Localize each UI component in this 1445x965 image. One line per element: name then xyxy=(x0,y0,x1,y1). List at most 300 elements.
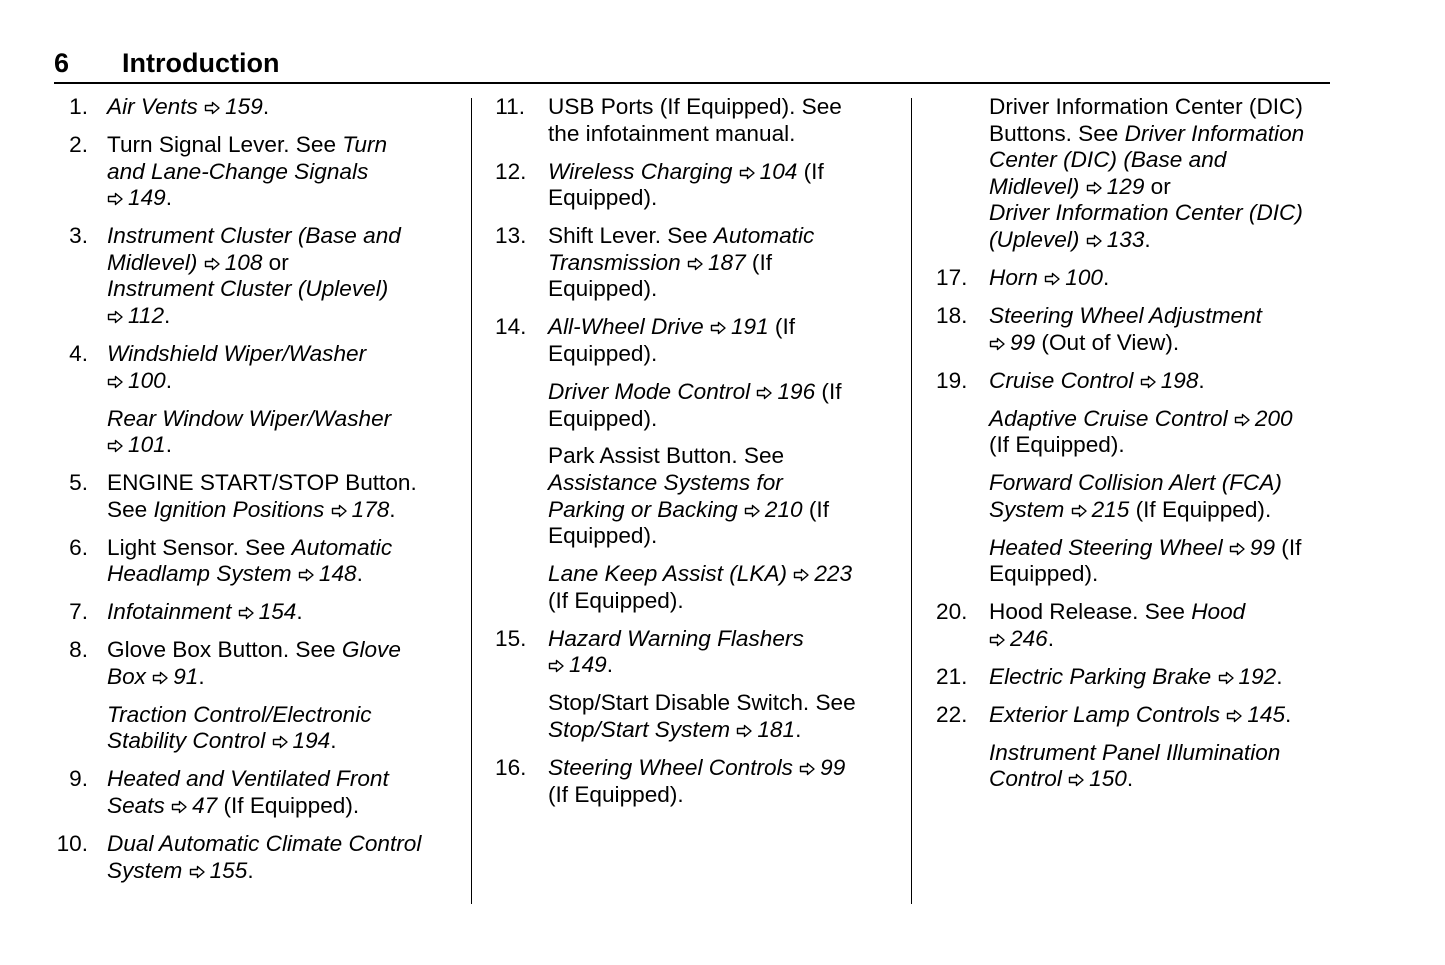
reference-text: 99 xyxy=(1010,329,1036,355)
item-text: . xyxy=(1126,766,1134,792)
reference-text: Windshield Wiper/Washer xyxy=(107,340,367,366)
item-line xyxy=(548,250,900,277)
list-item xyxy=(54,341,464,394)
item-line xyxy=(548,185,900,212)
item-text: See xyxy=(107,496,154,522)
item-text: ENGINE START/STOP Button. xyxy=(107,470,417,496)
list-item xyxy=(54,94,464,121)
item-line xyxy=(989,535,1336,562)
list-item xyxy=(495,94,900,147)
item-text: Equipped). xyxy=(548,276,658,302)
page-reference-arrow-icon xyxy=(171,800,188,814)
reference-text: Hood xyxy=(1191,599,1246,625)
reference-text: Steering Wheel Adjustment xyxy=(989,302,1262,328)
page-reference-arrow-icon xyxy=(1086,234,1103,248)
list-item xyxy=(936,664,1336,691)
page-reference-arrow-icon xyxy=(736,724,753,738)
item-line xyxy=(548,406,900,433)
item-line xyxy=(107,793,464,820)
reference-text: Stop/Start System xyxy=(548,717,737,742)
item-text: (If Equipped). xyxy=(989,432,1125,458)
item-number: 2. xyxy=(69,131,88,157)
reference-text: Instrument Cluster (Base and xyxy=(107,223,401,249)
reference-text: 181 xyxy=(757,717,796,742)
item-text: . xyxy=(247,857,254,883)
item-line xyxy=(548,497,900,524)
reference-text: 154 xyxy=(258,599,297,625)
item-line xyxy=(107,497,464,524)
item-text: . xyxy=(330,728,337,754)
item-number: 3. xyxy=(69,223,88,249)
item-text: . xyxy=(198,663,205,689)
item-line xyxy=(989,330,1336,357)
item-text: Park Assist Button. See xyxy=(548,443,785,469)
item-number: 19. xyxy=(936,367,968,393)
page-reference-arrow-icon xyxy=(744,504,761,518)
reference-text: Electric Parking Brake xyxy=(989,663,1218,689)
reference-text: Heated and Ventilated Front xyxy=(107,766,389,792)
page-reference-arrow-icon xyxy=(272,735,289,749)
item-line xyxy=(989,561,1336,588)
page-reference-arrow-icon xyxy=(1234,413,1251,427)
list-item xyxy=(936,368,1336,395)
reference-text: Parking or Backing xyxy=(548,496,744,522)
reference-text: 47 xyxy=(192,792,218,818)
list-item xyxy=(54,599,464,626)
item-text: (If Equipped). xyxy=(217,792,360,818)
reference-text: Exterior Lamp Controls xyxy=(989,701,1227,727)
item-line xyxy=(548,652,900,679)
reference-text: Headlamp System xyxy=(107,561,298,587)
item-line xyxy=(548,314,900,341)
reference-text: All-Wheel Drive xyxy=(548,314,710,340)
page-reference-arrow-icon xyxy=(107,439,124,453)
item-line xyxy=(989,470,1336,497)
item-line xyxy=(107,303,464,330)
item-line xyxy=(989,497,1336,524)
list-item xyxy=(54,470,464,523)
item-line xyxy=(548,223,900,250)
item-line xyxy=(107,561,464,588)
reference-text: 198 xyxy=(1160,367,1199,393)
item-number: 9. xyxy=(69,766,88,792)
reference-text: 104 xyxy=(759,158,798,184)
reference-text: 187 xyxy=(707,249,746,275)
page-reference-arrow-icon xyxy=(1068,773,1085,787)
item-line xyxy=(107,223,464,250)
item-text: . xyxy=(1047,625,1054,651)
item-text: Equipped). xyxy=(548,185,658,211)
item-text: . xyxy=(795,717,802,742)
column-1 xyxy=(54,94,464,896)
item-text: (If Equipped). xyxy=(1129,496,1272,522)
item-line xyxy=(548,159,900,186)
item-number: 5. xyxy=(69,470,88,496)
reference-text: Ignition Positions xyxy=(153,496,331,522)
reference-text: 129 xyxy=(1106,173,1145,199)
item-text: (If xyxy=(768,314,796,340)
page-reference-arrow-icon xyxy=(107,310,124,324)
item-line xyxy=(107,406,464,433)
reference-text: Heated Steering Wheel xyxy=(989,534,1229,560)
list-item xyxy=(54,831,464,884)
page-reference-arrow-icon xyxy=(1229,542,1246,556)
item-line xyxy=(548,626,900,653)
item-text: or xyxy=(1144,173,1171,199)
list-item xyxy=(54,702,464,755)
page-header xyxy=(54,46,1330,84)
item-line xyxy=(107,766,464,793)
reference-text: 145 xyxy=(1247,701,1286,727)
reference-text: 149 xyxy=(569,652,607,678)
item-text: (If xyxy=(745,249,773,275)
list-item xyxy=(495,755,900,808)
list-item xyxy=(495,159,900,212)
list-item xyxy=(54,637,464,690)
list-item xyxy=(936,535,1336,588)
item-text: . xyxy=(389,496,396,522)
reference-text: Instrument Cluster (Uplevel) xyxy=(107,276,389,302)
item-line xyxy=(989,368,1336,395)
item-line xyxy=(989,265,1336,292)
list-item xyxy=(936,94,1336,254)
item-number: 17. xyxy=(936,264,968,290)
item-line xyxy=(989,406,1336,433)
reference-text: 100 xyxy=(1065,264,1103,290)
page-reference-arrow-icon xyxy=(687,257,704,271)
reference-text: Automatic xyxy=(713,223,815,249)
item-line xyxy=(107,341,464,368)
list-item xyxy=(936,303,1336,356)
item-line xyxy=(107,132,464,159)
item-line xyxy=(107,858,464,885)
item-number: 22. xyxy=(936,701,968,727)
reference-text: 178 xyxy=(351,496,390,522)
reference-text: Steering Wheel Controls xyxy=(548,754,800,780)
list-item xyxy=(54,406,464,459)
page-title: Introduction xyxy=(122,48,280,78)
reference-text: 155 xyxy=(209,857,248,883)
item-number: 16. xyxy=(495,754,527,780)
item-line xyxy=(548,782,900,809)
reference-text: 101 xyxy=(128,432,166,458)
item-number: 7. xyxy=(69,599,88,625)
list-item xyxy=(495,379,900,432)
item-text: Driver Information Center (DIC) xyxy=(989,94,1303,119)
reference-text: Traction Control/Electronic xyxy=(107,701,372,727)
page-reference-arrow-icon xyxy=(710,321,727,335)
column-3 xyxy=(936,94,1336,804)
list-item xyxy=(495,314,900,367)
list-item xyxy=(495,443,900,549)
item-number: 18. xyxy=(936,302,968,328)
item-text: . xyxy=(1276,663,1283,689)
page-reference-arrow-icon xyxy=(189,865,206,879)
page-reference-arrow-icon xyxy=(799,762,816,776)
item-line xyxy=(107,276,464,303)
page-reference-arrow-icon xyxy=(1071,504,1088,518)
page-reference-arrow-icon xyxy=(1086,181,1103,195)
item-line xyxy=(107,185,464,212)
reference-text: 215 xyxy=(1091,496,1130,522)
item-text: Equipped). xyxy=(548,405,658,431)
page-reference-arrow-icon xyxy=(548,659,565,673)
list-item xyxy=(54,535,464,588)
reference-text: Glove xyxy=(341,637,401,663)
page-reference-arrow-icon xyxy=(238,606,255,620)
reference-text: Wireless Charging xyxy=(548,158,739,184)
reference-text: Adaptive Cruise Control xyxy=(989,405,1234,431)
reference-text: Forward Collision Alert (FCA) xyxy=(989,470,1282,496)
reference-text: Infotainment xyxy=(107,599,238,625)
list-item xyxy=(936,470,1336,523)
item-line xyxy=(548,94,900,121)
item-number: 15. xyxy=(495,625,527,651)
reference-text: Assistance Systems for xyxy=(548,470,783,496)
reference-text: Midlevel) xyxy=(107,249,204,275)
page-reference-arrow-icon xyxy=(989,337,1006,351)
reference-text: 196 xyxy=(777,378,816,404)
item-text: (If xyxy=(815,378,842,404)
list-item xyxy=(936,406,1336,459)
item-line xyxy=(548,276,900,303)
page-reference-arrow-icon xyxy=(152,671,169,685)
reference-text: Seats xyxy=(107,792,172,818)
list-item xyxy=(54,766,464,819)
page-reference-arrow-icon xyxy=(107,192,124,206)
reference-text: 150 xyxy=(1089,766,1127,792)
item-number: 20. xyxy=(936,599,968,625)
reference-text: Driver Information xyxy=(1124,120,1305,146)
reference-text: System xyxy=(107,857,189,883)
item-line xyxy=(548,121,900,148)
item-line xyxy=(548,755,900,782)
item-line xyxy=(107,94,464,121)
item-line xyxy=(107,831,464,858)
reference-text: Stability Control xyxy=(107,728,272,754)
item-text: . xyxy=(165,367,172,393)
item-line xyxy=(107,664,464,691)
reference-text: Dual Automatic Climate Control xyxy=(107,830,422,856)
page-reference-arrow-icon xyxy=(107,375,124,389)
item-line xyxy=(107,432,464,459)
item-text: . xyxy=(606,652,613,678)
item-text: Equipped). xyxy=(548,340,658,366)
item-line xyxy=(989,664,1336,691)
item-text: (If Equipped). xyxy=(548,587,684,613)
item-number: 11. xyxy=(495,94,525,119)
item-line xyxy=(989,200,1336,227)
item-text: USB Ports (If Equipped). See xyxy=(548,94,842,119)
page-reference-arrow-icon xyxy=(1218,671,1235,685)
list-item xyxy=(936,740,1336,793)
reference-text: 223 xyxy=(814,561,853,587)
reference-text: Hazard Warning Flashers xyxy=(548,625,804,651)
item-text: . xyxy=(165,185,172,211)
page-reference-arrow-icon xyxy=(331,504,348,518)
reference-text: 191 xyxy=(730,314,769,340)
item-text: . xyxy=(1285,701,1292,727)
item-text: (Out of View). xyxy=(1035,329,1180,355)
item-line xyxy=(107,599,464,626)
item-text: . xyxy=(164,302,171,328)
item-line xyxy=(989,740,1336,767)
reference-text: 148 xyxy=(318,561,357,587)
item-text: (If xyxy=(1275,534,1302,560)
reference-text: 99 xyxy=(1249,534,1276,560)
reference-text: Box xyxy=(107,663,153,689)
item-text: Stop/Start Disable Switch. See xyxy=(548,690,856,716)
item-line xyxy=(548,690,900,717)
item-text: (If xyxy=(797,158,824,184)
reference-text: Center (DIC) (Base and xyxy=(989,147,1227,173)
page-reference-arrow-icon xyxy=(298,568,315,582)
item-text: . xyxy=(1144,226,1151,252)
list-item xyxy=(495,223,900,303)
column-divider xyxy=(911,98,912,904)
item-line xyxy=(548,588,900,615)
reference-text: 246 xyxy=(1010,625,1048,651)
item-text: Glove Box Button. See xyxy=(107,637,342,663)
list-item xyxy=(495,561,900,614)
reference-text: 194 xyxy=(292,728,331,754)
item-text: Light Sensor. See xyxy=(107,534,292,560)
item-text: Buttons. See xyxy=(989,120,1125,146)
item-text: Equipped). xyxy=(989,561,1099,587)
reference-text: Driver Information Center (DIC) xyxy=(989,200,1303,226)
item-text: Equipped). xyxy=(548,523,658,549)
reference-text: Rear Window Wiper/Washer xyxy=(107,405,392,431)
reference-text: 210 xyxy=(764,496,803,522)
reference-text: Automatic xyxy=(291,534,393,560)
page-reference-arrow-icon xyxy=(793,568,810,582)
item-number: 14. xyxy=(495,314,527,340)
list-item xyxy=(495,626,900,679)
item-line xyxy=(989,121,1336,148)
reference-text: 192 xyxy=(1238,663,1277,689)
item-line xyxy=(107,728,464,755)
reference-text: 133 xyxy=(1106,226,1145,252)
item-text: (If Equipped). xyxy=(548,781,684,807)
item-line xyxy=(107,702,464,729)
item-line xyxy=(989,227,1336,254)
item-text: . xyxy=(1102,264,1110,290)
item-line xyxy=(107,159,464,186)
item-line xyxy=(107,368,464,395)
page-reference-arrow-icon xyxy=(989,633,1006,647)
item-line xyxy=(548,523,900,550)
page-reference-arrow-icon xyxy=(204,101,221,115)
item-line xyxy=(989,626,1336,653)
item-text: . xyxy=(262,94,270,119)
item-text: Hood Release. See xyxy=(989,599,1192,625)
list-item xyxy=(54,132,464,212)
item-line xyxy=(989,766,1336,793)
list-item xyxy=(495,690,900,743)
reference-text: 200 xyxy=(1254,405,1293,431)
reference-text: Midlevel) xyxy=(989,173,1086,199)
page-reference-arrow-icon xyxy=(756,386,773,400)
page-number: 6 xyxy=(54,48,70,78)
page-reference-arrow-icon xyxy=(1226,709,1243,723)
item-line xyxy=(989,599,1336,626)
reference-text: Lane Keep Assist (LKA) xyxy=(548,561,794,587)
reference-text: 100 xyxy=(128,367,166,393)
reference-text: Driver Mode Control xyxy=(548,378,757,404)
item-line xyxy=(989,303,1336,330)
reference-text: Transmission xyxy=(548,249,687,275)
item-number: 13. xyxy=(495,223,527,249)
item-text: . xyxy=(356,561,363,587)
item-line xyxy=(989,702,1336,729)
item-line xyxy=(107,535,464,562)
list-item xyxy=(54,223,464,329)
item-line xyxy=(107,637,464,664)
item-line xyxy=(989,94,1336,121)
page-reference-arrow-icon xyxy=(1044,272,1061,286)
item-text: . xyxy=(165,432,172,458)
item-number: 21. xyxy=(936,663,968,689)
reference-text: Air Vents xyxy=(107,94,205,119)
item-text: Turn Signal Lever. See xyxy=(107,131,343,157)
list-item xyxy=(936,599,1336,652)
reference-text: System xyxy=(989,496,1071,522)
item-line xyxy=(548,470,900,497)
item-line xyxy=(548,443,900,470)
reference-text: Instrument Panel Illumination xyxy=(989,739,1281,765)
item-text: . xyxy=(296,599,303,625)
item-number: 12. xyxy=(495,158,527,184)
column-2 xyxy=(495,94,900,820)
reference-text: 159 xyxy=(225,94,263,119)
reference-text: Control xyxy=(989,766,1069,792)
item-number: 10. xyxy=(56,830,88,856)
item-text: (If xyxy=(802,496,829,522)
item-number: 8. xyxy=(69,637,88,663)
list-item xyxy=(936,265,1336,292)
page-reference-arrow-icon xyxy=(204,257,221,271)
item-number: 1. xyxy=(69,94,88,119)
list-item xyxy=(936,702,1336,729)
item-number: 4. xyxy=(69,340,88,366)
item-line xyxy=(548,341,900,368)
item-line xyxy=(548,379,900,406)
reference-text: and Lane-Change Signals xyxy=(107,158,369,184)
item-line xyxy=(548,561,900,588)
reference-text: 99 xyxy=(820,754,846,780)
reference-text: 91 xyxy=(173,663,199,689)
page-reference-arrow-icon xyxy=(1140,375,1157,389)
reference-text: 108 xyxy=(224,249,263,275)
reference-text: 112 xyxy=(128,302,165,328)
reference-text: (Uplevel) xyxy=(989,226,1086,252)
reference-text: Cruise Control xyxy=(989,367,1140,393)
reference-text: 149 xyxy=(128,185,166,211)
item-line xyxy=(989,174,1336,201)
item-line xyxy=(989,432,1336,459)
item-line xyxy=(107,470,464,497)
item-text: Shift Lever. See xyxy=(548,223,714,249)
item-text: . xyxy=(1198,367,1205,393)
column-divider xyxy=(471,98,472,904)
item-line xyxy=(107,250,464,277)
item-number: 6. xyxy=(69,534,88,560)
reference-text: Horn xyxy=(989,264,1045,290)
item-line xyxy=(989,147,1336,174)
reference-text: Turn xyxy=(342,131,388,157)
page-reference-arrow-icon xyxy=(739,166,756,180)
item-line xyxy=(548,717,900,744)
